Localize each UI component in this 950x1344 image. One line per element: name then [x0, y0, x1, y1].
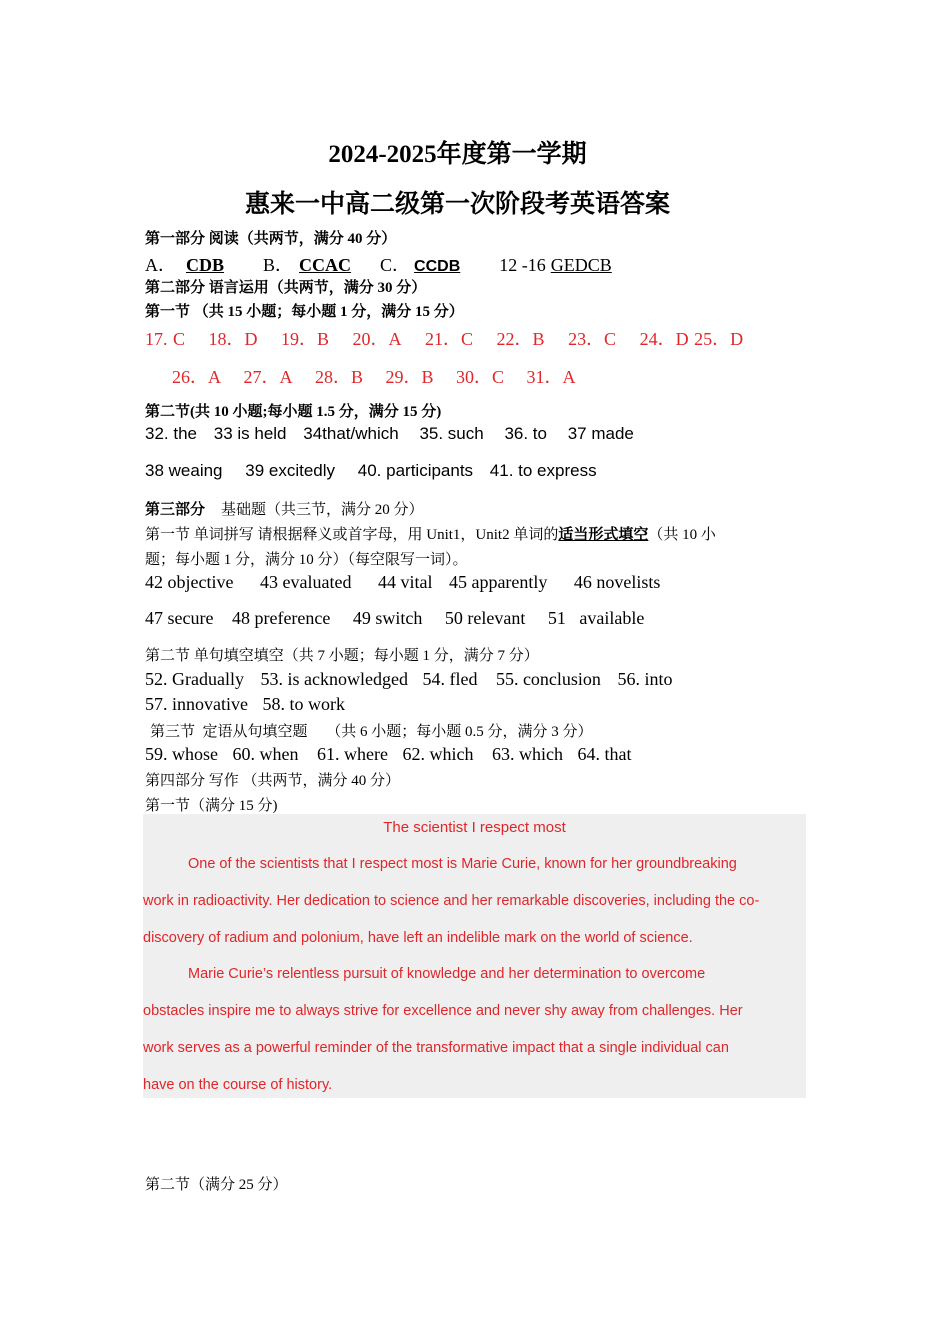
part3-section3-row: [145, 744, 631, 765]
part3-heading-rest: 基础题（共三节，满分 20 分）: [221, 502, 424, 518]
answer-item: 64. that: [577, 744, 632, 764]
answer-item: 58. to work: [262, 694, 345, 714]
answer-item: 54. fled: [422, 669, 478, 689]
essay-line: work in radioactivity. Her dedication to science and her remarkable discoveries, including the co-: [143, 893, 760, 909]
part2-section1-heading: 第一节 （共 15 小题；每小题 1 分，满分 15 分）: [145, 304, 464, 320]
answer-item: 56. into: [617, 669, 673, 689]
answer-item: 20．A: [352, 329, 402, 349]
part1-answers: [145, 251, 612, 277]
title-term: 2024-2025年度第一学期: [328, 141, 587, 168]
answer-item: 51 available: [547, 608, 645, 628]
part4-heading: 第四部分 写作 （共两节，满分 40 分）: [145, 773, 401, 789]
part2-section1-row1: [145, 325, 743, 351]
answer-item: 49 switch: [352, 608, 423, 628]
essay-title: The scientist I respect most: [383, 819, 566, 836]
answer-item: 29．B: [385, 367, 434, 387]
answer-item: 32. the: [145, 424, 197, 443]
answer-item: 43 evaluated: [259, 572, 352, 592]
answer-item: 33 is held: [213, 424, 287, 443]
part1-a-label: A．: [145, 255, 176, 275]
answer-item: 27．A: [243, 367, 293, 387]
answer-item: 28．B: [315, 367, 364, 387]
answer-item: 63. which: [491, 744, 563, 764]
part2-heading: 第二部分 语言运用（共两节，满分 30 分）: [145, 280, 427, 296]
answer-item: 23．C: [568, 329, 617, 349]
answer-item: 52. Gradually: [145, 669, 244, 689]
part3-section1-row1: [145, 572, 660, 593]
part2-section2-row2: [145, 461, 597, 481]
part2-section1-row2: [172, 363, 576, 389]
part1-d-value: GEDCB: [550, 255, 612, 275]
essay-line: One of the scientists that I respect most is Marie Curie, known for her groundbreaking: [188, 856, 737, 872]
instruction-text: 第一节 单词拼写 请根据释义或首字母，用 Unit1，Unit2 单词的: [145, 527, 559, 543]
part2-section2-heading: 第二节(共 10 小题;每小题 1.5 分，满分 15 分): [145, 404, 442, 420]
essay-line: have on the course of history.: [143, 1077, 333, 1093]
answer-item: 21．C: [425, 329, 474, 349]
part1-a-value: CDB: [186, 255, 225, 275]
part3-heading: [145, 498, 424, 519]
answer-item: 62. which: [402, 744, 474, 764]
essay-line: work serves as a powerful reminder of the transformative impact that a single individual can: [143, 1040, 729, 1056]
answer-item: 40. participants: [357, 461, 474, 480]
answer-item: 53. is acknowledged: [260, 669, 408, 689]
answer-item: 38 weaing: [145, 461, 223, 480]
part4-section1-heading: 第一节（满分 15 分): [145, 798, 278, 814]
answer-item: 30．C: [456, 367, 505, 387]
part3-section2-heading: 第二节 单句填空填空（共 7 小题；每小题 1 分，满分 7 分）: [145, 648, 539, 664]
answer-item: 60. when: [232, 744, 299, 764]
part3-section2-row2: [145, 694, 345, 715]
answer-item: 39 excitedly: [245, 461, 336, 480]
answer-item: 57. innovative: [145, 694, 248, 714]
answer-item: 42 objective: [145, 572, 234, 592]
part1-heading: 第一部分 阅读（共两节，满分 40 分）: [145, 231, 397, 247]
answer-item: 35. such: [419, 424, 484, 443]
part3-section1-row2: [145, 608, 644, 629]
essay-box: [143, 814, 806, 1098]
part1-d-label: 12 -16: [499, 255, 546, 275]
answer-item: 48 preference: [231, 608, 331, 628]
part2-section2-row1: [145, 424, 634, 444]
answer-item: 26．A: [172, 367, 221, 387]
title-exam: 惠来一中高二级第一次阶段考英语答案: [244, 191, 670, 218]
answer-item: 17. C: [145, 329, 186, 349]
answer-item: 19．B: [281, 329, 330, 349]
part1-b-value: CCAC: [299, 255, 352, 275]
part3-section2-row1: [145, 669, 672, 690]
answer-item: 34that/which: [303, 424, 399, 443]
part1-b-label: B．: [263, 255, 294, 275]
answer-item: 45 apparently: [448, 572, 548, 592]
part3-section1-instruction: [145, 523, 716, 544]
answer-item: 37 made: [567, 424, 634, 443]
answer-item: 50 relevant: [444, 608, 526, 628]
part3-heading-bold: 第三部分: [145, 502, 206, 518]
answer-item: 47 secure: [145, 608, 214, 628]
instruction-text: （共 10 小: [648, 527, 716, 543]
part3-section3-heading: 第三节 定语从句填空题 （共 6 小题；每小题 0.5 分，满分 3 分）: [150, 724, 593, 740]
part1-c-value: CCDB: [414, 258, 461, 275]
part3-section1-instruction-cont: 题；每小题 1 分，满分 10 分）（每空限写一词）。: [145, 552, 468, 568]
essay-line: Marie Curie’s relentless pursuit of knowledge and her determination to overcome: [188, 966, 706, 982]
answer-item: 59. whose: [145, 744, 218, 764]
answer-item: 44 vital: [377, 572, 433, 592]
answer-item: 31．A: [526, 367, 576, 387]
answer-item: 46 novelists: [573, 572, 661, 592]
answer-item: 36. to: [504, 424, 547, 443]
part1-c-label: C．: [380, 255, 411, 275]
answer-item: 61. where: [317, 744, 388, 764]
answer-item: 55. conclusion: [495, 669, 601, 689]
answer-item: 41. to express: [489, 461, 597, 480]
instruction-emphasis: 适当形式填空: [558, 527, 649, 543]
essay-line: discovery of radium and polonium, have left an indelible mark on the world of science.: [143, 930, 693, 946]
essay-line: obstacles inspire me to always strive for excellence and never shy away from challenges. Her: [143, 1003, 743, 1019]
part4-section2-heading: 第二节（满分 25 分）: [145, 1177, 288, 1193]
answer-item: 22．B: [496, 329, 545, 349]
answer-item: 18．D: [208, 329, 258, 349]
answer-item: 24．D 25．D: [639, 329, 744, 349]
